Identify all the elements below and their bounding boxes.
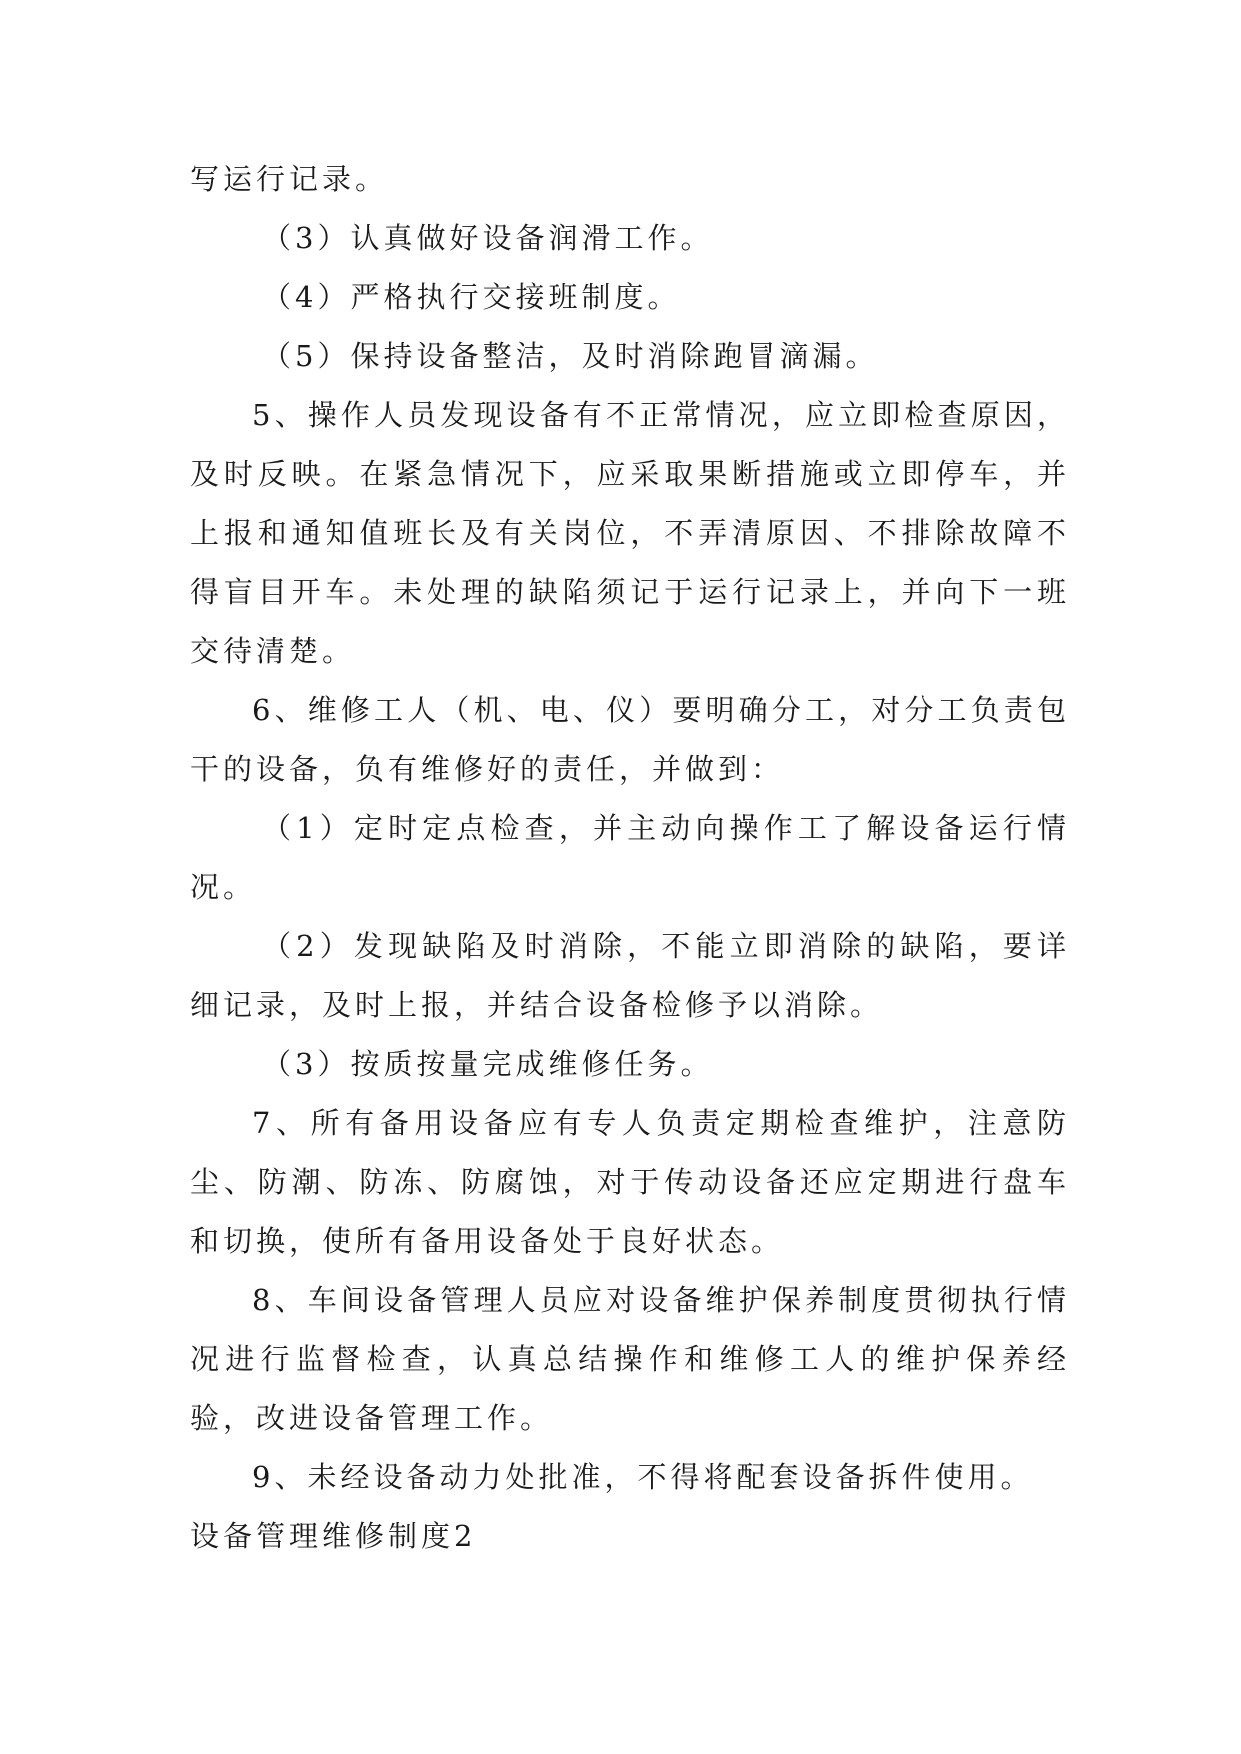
paragraph-rule-7: 7、所有备用设备应有专人负责定期检查维护，注意防尘、防潮、防冻、防腐蚀，对于传动设备还应定期进行盘车和切换，使所有备用设备处于良好状态。 <box>190 1106 1070 1258</box>
paragraph-item-2-defects: （2）发现缺陷及时消除，不能立即消除的缺陷，要详细记录，及时上报，并结合设备检修予以消除。 <box>190 929 1070 1022</box>
paragraph-rule-8: 8、车间设备管理人员应对设备维护保养制度贯彻执行情况进行监督检查，认真总结操作和维修工人的维护保养经验，改进设备管理工作。 <box>190 1283 1070 1435</box>
section-heading: 设备管理维修制度2 <box>190 1519 477 1553</box>
document-body <box>190 150 1070 1566</box>
paragraph-item-5-cleanliness: （5）保持设备整洁，及时消除跑冒滴漏。 <box>262 339 879 373</box>
paragraph-item-3-lubrication: （3）认真做好设备润滑工作。 <box>262 221 714 255</box>
paragraph-item-3-maintenance: （3）按质按量完成维修任务。 <box>262 1047 714 1081</box>
paragraph-rule-6: 6、维修工人（机、电、仪）要明确分工，对分工负责包干的设备，负有维修好的责任，并做到： <box>190 693 1070 786</box>
paragraph-item-1-inspection: （1）定时定点检查，并主动向操作工了解设备运行情况。 <box>190 811 1070 904</box>
paragraph-continuation: 写运行记录。 <box>190 162 389 196</box>
paragraph-rule-9: 9、未经设备动力处批准，不得将配套设备拆件使用。 <box>252 1460 1034 1494</box>
paragraph-item-4-shift-handover: （4）严格执行交接班制度。 <box>262 280 681 314</box>
paragraph-rule-5: 5、操作人员发现设备有不正常情况，应立即检查原因，及时反映。在紧急情况下，应采取果断措施或立即停车，并上报和通知值班长及有关岗位，不弄清原因、不排除故障不得盲目开车。未处理的缺陷须记于运行记录上，并向下一班交待清楚。 <box>190 398 1070 668</box>
